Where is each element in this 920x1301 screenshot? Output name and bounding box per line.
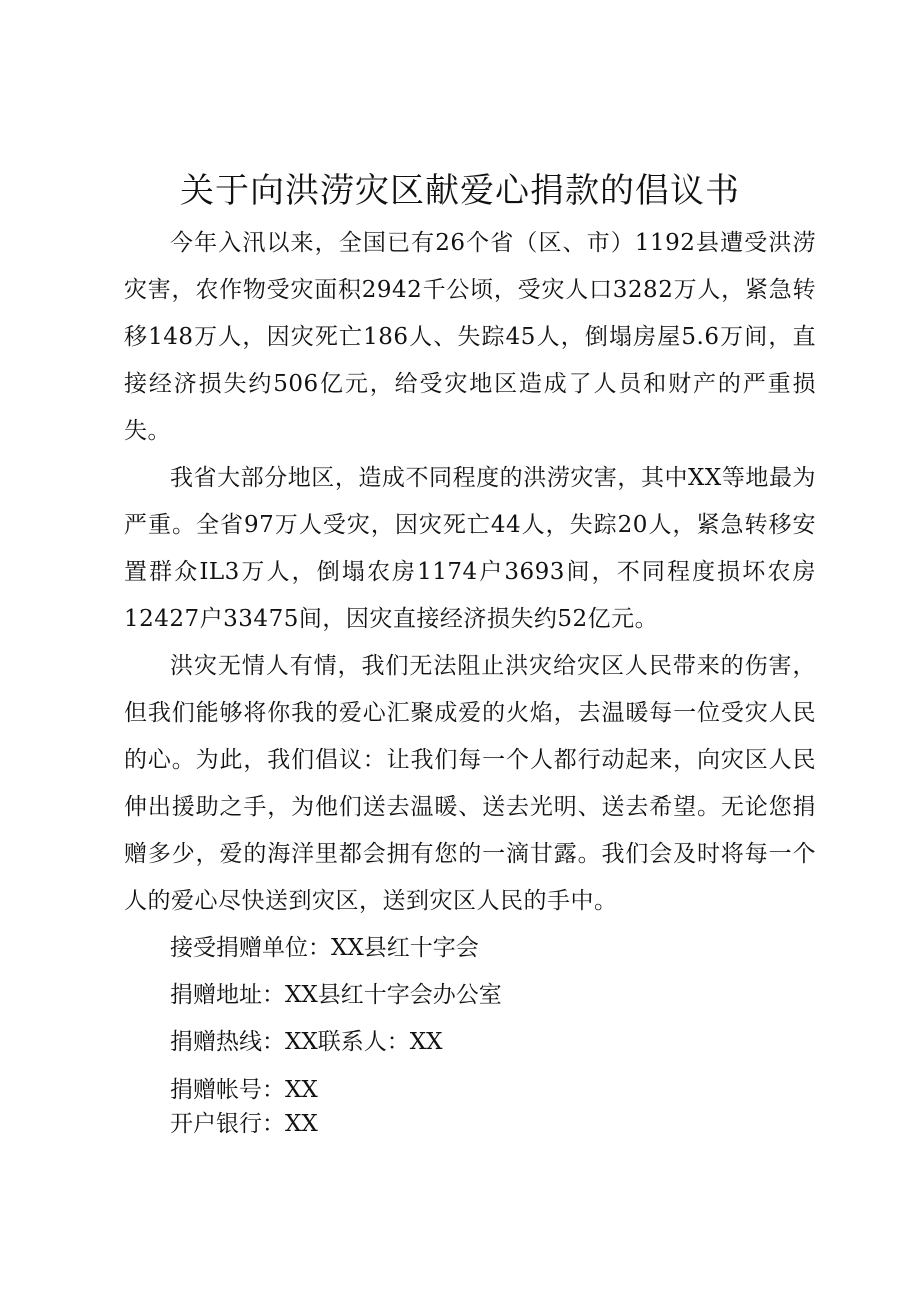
paragraph-province-flood-summary: 我省大部分地区，造成不同程度的洪涝灾害，其中XX等地最为严重。全省97万人受灾，因灾死亡44人，失踪20人，紧急转移安置群众IL3万人，倒塌农房1174户3693间，不同程度损坏农房12427户33475间，因灾直接经济损失约52亿元。 bbox=[124, 465, 816, 632]
donation-hotline: 捐赠热线：XX联系人：XX bbox=[170, 1029, 443, 1055]
document-title: 关于向洪涝灾区献爱心捐款的倡议书 bbox=[180, 171, 740, 211]
donation-account: 捐赠帐号：XX bbox=[170, 1077, 318, 1103]
paragraph-national-flood-summary: 今年入汛以来，全国已有26个省（区、市）1192县遭受洪涝灾害，农作物受灾面积2942千公顷，受灾人口3282万人，紧急转移148万人，因灾死亡186人、失踪45人，倒塌房屋5.6万间，直接经济损失约506亿元，给受灾地区造成了人员和财产的严重损失。 bbox=[124, 230, 816, 444]
donation-recipient: 接受捐赠单位：XX县红十字会 bbox=[170, 935, 479, 961]
donation-bank: 开户银行：XX bbox=[170, 1111, 318, 1137]
document-body bbox=[124, 220, 816, 1141]
paragraph-appeal: 洪灾无情人有情，我们无法阻止洪灾给灾区人民带来的伤害，但我们能够将你我的爱心汇聚成爱的火焰，去温暖每一位受灾人民的心。为此，我们倡议：让我们每一个人都行动起来，向灾区人民伸出援助之手，为他们送去温暖、送去光明、送去希望。无论您捐赠多少，爱的海洋里都会拥有您的一滴甘露。我们会及时将每一个人的爱心尽快送到灾区，送到灾区人民的手中。 bbox=[124, 653, 816, 914]
donation-address: 捐赠地址：XX县红十字会办公室 bbox=[170, 982, 502, 1008]
